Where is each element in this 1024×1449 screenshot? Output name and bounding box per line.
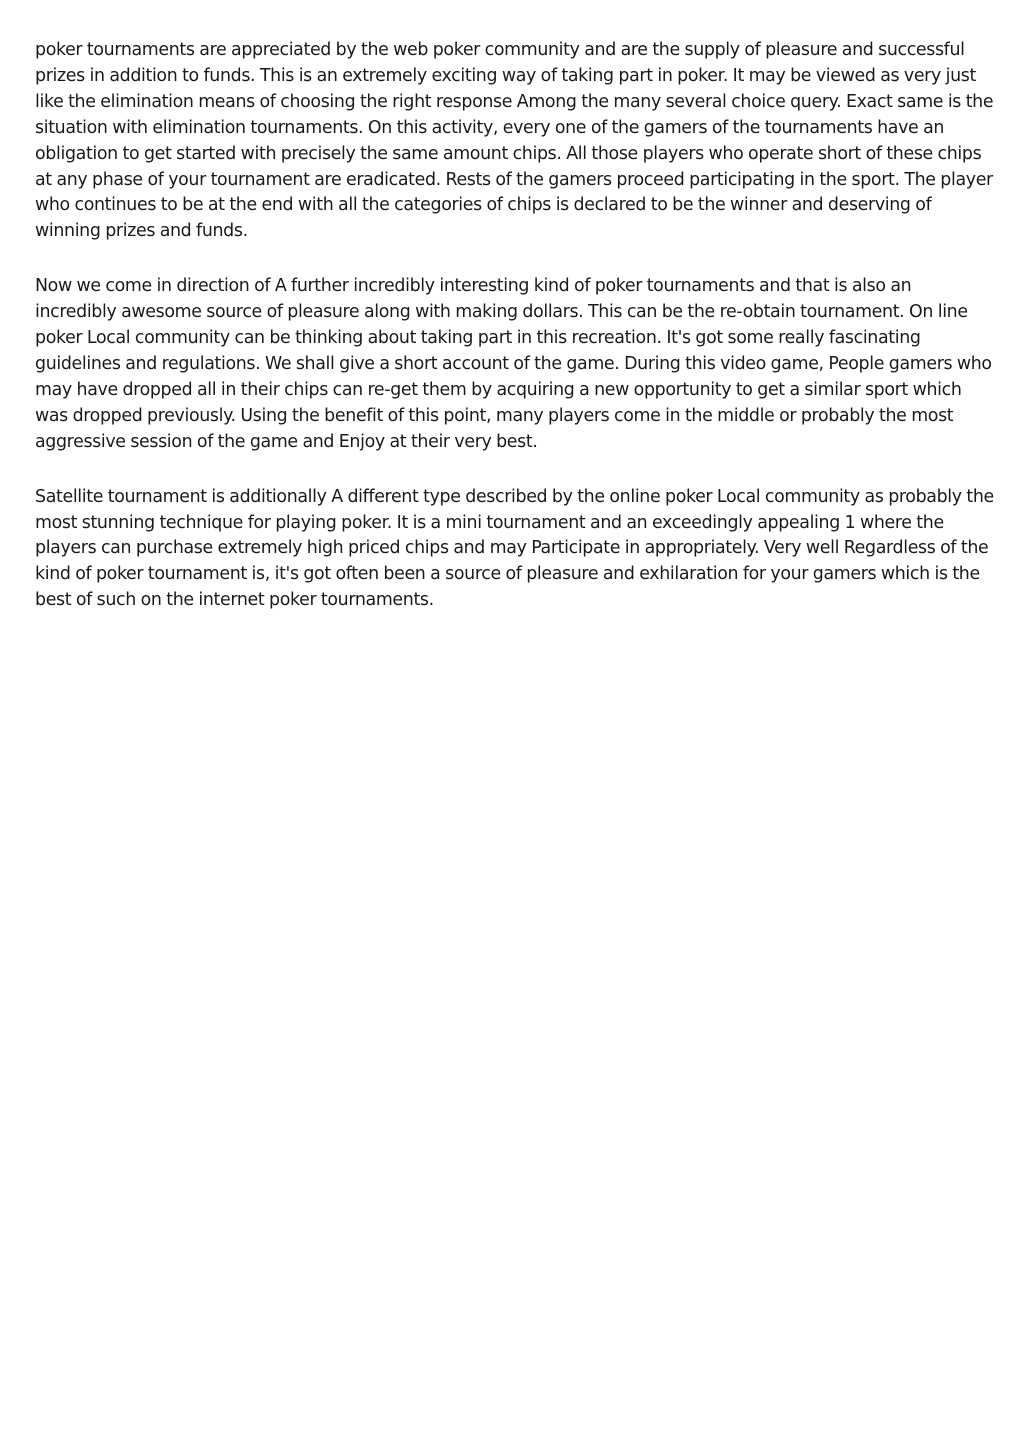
paragraph-elimination-tournaments: poker tournaments are appreciated by the web poker community and are the supply of pleasure and successful prizes in addition to funds. This is an extremely exciting way of taking part in poker. It may be viewed as very just like the elimination means of choosing the right response Among the many several choice query. Exact same is the situation with elimination tournaments. On this activity, every one of the gamers of the tournaments have an obligation to get started with precisely the same amount chips. All those players who operate short of these chips at any phase of your tournament are eradicated. Rests of the gamers proceed participating in the sport. The player who continues to be at the end with all the categories of chips is declared to be the winner and deserving of winning prizes and funds. xyxy=(35,40,994,242)
document-body xyxy=(35,38,995,643)
paragraph-satellite-tournament: Satellite tournament is additionally A different type described by the online poker Local community as probably the most stunning technique for playing poker. It is a mini tournament and an exceedingly appealing 1 where the players can purchase extremely high priced chips and may Participate in appropriately. Very well Regardless of the kind of poker tournament is, it's got often been a source of pleasure and exhilaration for your gamers which is the best of such on the internet poker tournaments. xyxy=(35,486,994,611)
paragraph-re-obtain-tournament: Now we come in direction of A further incredibly interesting kind of poker tournaments and that is also an incredibly awesome source of pleasure along with making dollars. This can be the re-obtain tournament. On line poker Local community can be thinking about taking part in this recreation. It's got some really fascinating guidelines and regulations. We shall give a short account of the game. During this video game, People gamers who may have dropped all in their chips can re-get them by acquiring a new opportunity to get a similar sport which was dropped previously. Using the benefit of this point, many players come in the middle or probably the most aggressive session of the game and Enjoy at their very best. xyxy=(35,276,992,452)
